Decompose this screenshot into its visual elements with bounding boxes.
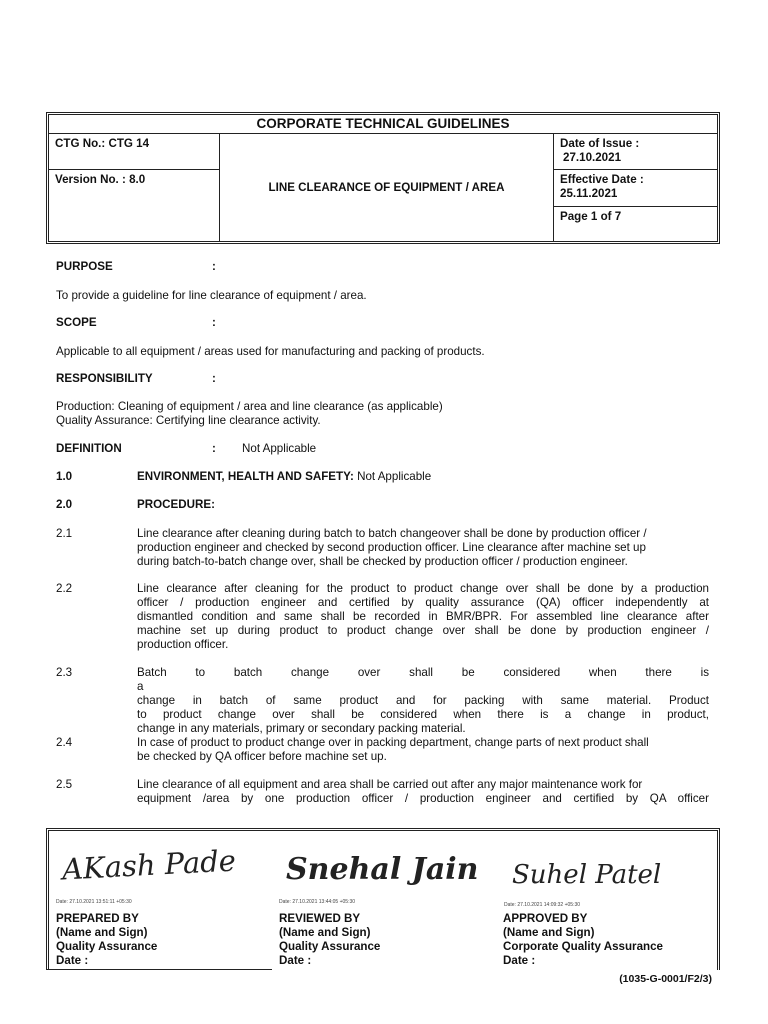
procedure-label: PROCEDURE: — [137, 498, 215, 511]
purpose-colon: : — [212, 260, 216, 273]
date-of-issue-cell — [554, 134, 718, 170]
date-of-issue-label: Date of Issue : — [560, 137, 640, 150]
prepared-sign-date: Date: 27.10.2021 13:51:11 +05:30 — [56, 899, 132, 905]
header-right-column — [553, 134, 718, 241]
prepared-block — [56, 912, 266, 968]
procedure-item — [137, 527, 709, 569]
item-line: during batch-to-batch change over, shall be checked by production officer / production engineer. — [137, 555, 628, 568]
effective-date-value: 25.11.2021 — [560, 187, 618, 200]
approved-dept: Corporate Quality Assurance — [503, 940, 663, 953]
item-line: change in any materials, primary or secondary packing material. — [137, 722, 466, 735]
reviewed-name-sign: (Name and Sign) — [279, 926, 371, 939]
effective-date-cell — [554, 170, 718, 207]
item-line: production officer. — [137, 638, 229, 651]
ctg-number: CTG No.: CTG 14 — [49, 134, 219, 170]
date-of-issue-value: 27.10.2021 — [563, 151, 622, 164]
reviewed-role: REVIEWED BY — [279, 912, 361, 925]
ehs-number: 1.0 — [56, 470, 73, 483]
procedure-item — [137, 582, 709, 652]
approved-signature: Suhel Patel — [512, 860, 662, 890]
item-line: Line clearance of all equipment and area shall be carried out after any major maintenance work for — [137, 778, 643, 791]
item-number: 2.3 — [56, 666, 73, 679]
item-line: In case of product to product change over in packing department, change parts of next product shall — [137, 736, 649, 749]
item-line: change in batch of same product and for packing with same material. Product — [137, 694, 709, 707]
item-line: dismantled condition and same shall be recorded in BMR/BPR. For assembled line clearance after — [137, 610, 709, 623]
prepared-date: Date : — [56, 954, 89, 967]
responsibility-colon: : — [212, 372, 216, 385]
form-code: (1035-G-0001/F2/3) — [619, 973, 712, 985]
reviewed-signature: Snehal Jain — [286, 852, 479, 887]
item-number: 2.4 — [56, 736, 73, 749]
footer-divider — [46, 969, 272, 970]
prepared-name-sign: (Name and Sign) — [56, 926, 148, 939]
item-line: production engineer and checked by second production officer. Line clearance after machine set up — [137, 541, 646, 554]
ehs-heading — [137, 470, 431, 483]
reviewed-block — [279, 912, 489, 968]
reviewed-date: Date : — [279, 954, 312, 967]
responsibility-line-1: Production: Cleaning of equipment / area and line clearance (as applicable) — [56, 400, 443, 413]
item-number: 2.2 — [56, 582, 73, 595]
approved-name-sign: (Name and Sign) — [503, 926, 595, 939]
approved-block — [503, 912, 703, 968]
reviewed-dept: Quality Assurance — [279, 940, 381, 953]
procedure-number: 2.0 — [56, 498, 73, 511]
definition-text: Not Applicable — [242, 442, 317, 455]
purpose-label: PURPOSE — [56, 260, 113, 273]
document-title: CORPORATE TECHNICAL GUIDELINES — [49, 115, 717, 134]
definition-label: DEFINITION — [56, 442, 122, 455]
page-number: Page 1 of 7 — [560, 210, 622, 223]
item-line: machine set up during product to product change over shall be done by production engineer / — [137, 624, 709, 637]
responsibility-line-2: Quality Assurance: Certifying line clearance activity. — [56, 414, 321, 427]
header-left-column — [49, 134, 220, 241]
prepared-role: PREPARED BY — [56, 912, 139, 925]
definition-colon: : — [212, 442, 216, 455]
item-line: Line clearance after cleaning for the product to product change over shall be done by a production — [137, 582, 709, 595]
item-number: 2.1 — [56, 527, 73, 540]
scope-colon: : — [212, 316, 216, 329]
effective-date-label: Effective Date : — [560, 173, 644, 186]
responsibility-label: RESPONSIBILITY — [56, 372, 153, 385]
item-number: 2.5 — [56, 778, 73, 791]
header-table — [46, 112, 720, 244]
prepared-dept: Quality Assurance — [56, 940, 158, 953]
reviewed-sign-date: Date: 27.10.2021 13:44:05 +05:30 — [279, 899, 356, 905]
approved-sign-date: Date: 27.10.2021 14:09:32 +05:30 — [504, 902, 581, 908]
item-line: equipment /area by one production officer / production engineer and certified by QA officer — [137, 792, 709, 805]
ehs-text: Not Applicable — [357, 470, 432, 483]
item-line: Batch to batch change over shall be considered when there is a — [137, 666, 709, 693]
item-line: be checked by QA officer before machine set up. — [137, 750, 387, 763]
approved-role: APPROVED BY — [503, 912, 588, 925]
item-line: Line clearance after cleaning during batch to batch changeover shall be done by production officer / — [137, 527, 647, 540]
scope-label: SCOPE — [56, 316, 97, 329]
prepared-signature: AKash Pade — [61, 843, 237, 887]
purpose-text: To provide a guideline for line clearance of equipment / area. — [56, 289, 367, 302]
document-subject: LINE CLEARANCE OF EQUIPMENT / AREA — [268, 181, 505, 194]
procedure-item — [137, 666, 709, 736]
version-number: Version No. : 8.0 — [55, 173, 146, 186]
approved-date: Date : — [503, 954, 536, 967]
procedure-item — [137, 778, 709, 806]
scope-text: Applicable to all equipment / areas used for manufacturing and packing of products. — [56, 345, 485, 358]
procedure-item — [137, 736, 709, 764]
ehs-label: ENVIRONMENT, HEALTH AND SAFETY: — [137, 470, 354, 483]
item-line: to product change over shall be considered when there is a change in product, — [137, 708, 709, 721]
item-line: officer / production engineer and certified by quality assurance (QA) officer independently at — [137, 596, 709, 609]
